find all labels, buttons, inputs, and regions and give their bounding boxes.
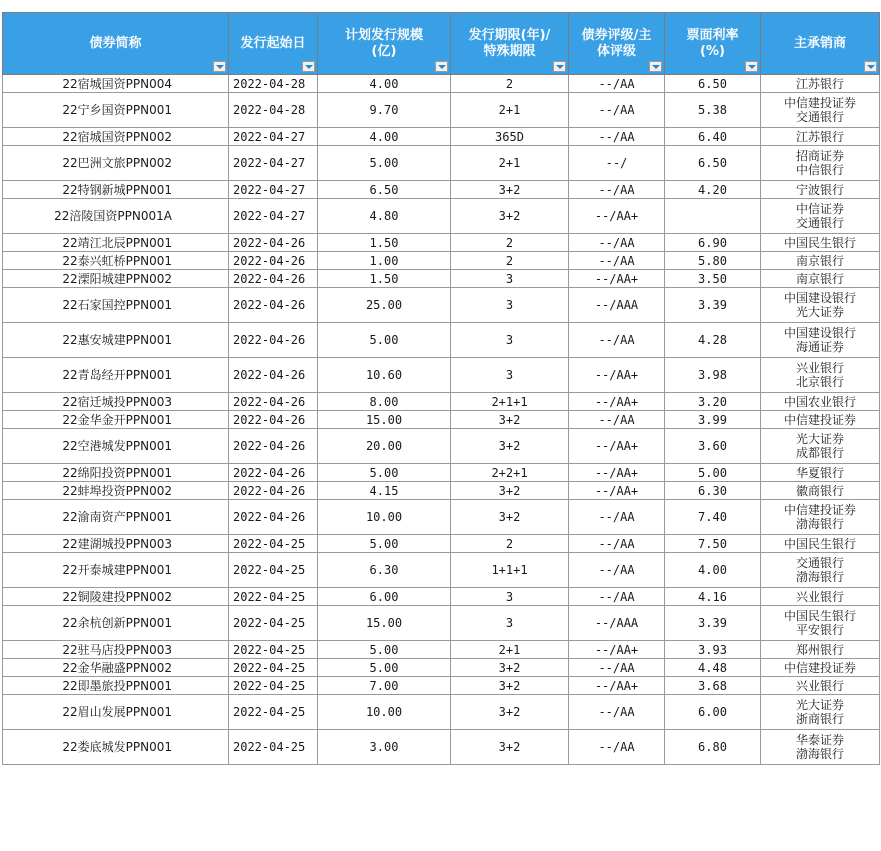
planned-size-cell: 25.00: [318, 288, 451, 323]
bond-name-cell: 22惠安城建PPN001: [3, 323, 229, 358]
rating-cell: --/AA: [569, 181, 665, 199]
underwriter-cell: 中国建设银行 光大证券: [761, 288, 880, 323]
planned-size-cell: 5.00: [318, 641, 451, 659]
coupon-rate-cell: 4.00: [665, 553, 761, 588]
term-cell: 3+2: [451, 429, 569, 464]
term-cell: 3: [451, 288, 569, 323]
issue-date-cell: 2022-04-25: [229, 695, 318, 730]
issue-date-cell: 2022-04-27: [229, 181, 318, 199]
planned-size-cell: 6.50: [318, 181, 451, 199]
issue-date-cell: 2022-04-26: [229, 500, 318, 535]
planned-size-cell: 10.00: [318, 500, 451, 535]
planned-size-cell: 5.00: [318, 535, 451, 553]
coupon-rate-cell: 3.68: [665, 677, 761, 695]
bond-name-cell: 22即墨旅投PPN001: [3, 677, 229, 695]
coupon-rate-cell: 6.80: [665, 730, 761, 765]
rating-cell: --/AA: [569, 535, 665, 553]
term-cell: 3: [451, 323, 569, 358]
coupon-rate-cell: 4.28: [665, 323, 761, 358]
bond-name-cell: 22蚌埠投资PPN002: [3, 482, 229, 500]
rating-cell: --/AAA: [569, 288, 665, 323]
issue-date-cell: 2022-04-25: [229, 677, 318, 695]
table-row: [3, 535, 880, 553]
coupon-rate-cell: 5.38: [665, 93, 761, 128]
bond-name-cell: 22宿迁城投PPN003: [3, 393, 229, 411]
table-row: [3, 500, 880, 535]
rating-cell: --/AA: [569, 411, 665, 429]
underwriter-cell: 光大证券 浙商银行: [761, 695, 880, 730]
rating-cell: --/AA: [569, 588, 665, 606]
bond-name-cell: 22绵阳投资PPN001: [3, 464, 229, 482]
bond-name-cell: 22开泰城建PPN001: [3, 553, 229, 588]
rating-cell: --/AA: [569, 553, 665, 588]
term-cell: 2+1: [451, 93, 569, 128]
term-cell: 3+2: [451, 695, 569, 730]
bond-name-cell: 22眉山发展PPN001: [3, 695, 229, 730]
rating-cell: --/AA+: [569, 482, 665, 500]
planned-size-cell: 5.00: [318, 323, 451, 358]
col-rating-header: [569, 13, 665, 75]
issue-date-cell: 2022-04-27: [229, 128, 318, 146]
coupon-rate-cell: 6.90: [665, 234, 761, 252]
term-cell: 2+1: [451, 641, 569, 659]
bond-name-cell: 22金华金开PPN001: [3, 411, 229, 429]
underwriter-cell: 中信建投证券 渤海银行: [761, 500, 880, 535]
table-row: [3, 199, 880, 234]
table-row: [3, 553, 880, 588]
table-row: [3, 252, 880, 270]
planned-size-cell: 1.50: [318, 234, 451, 252]
issue-date-cell: 2022-04-26: [229, 482, 318, 500]
underwriter-cell: 中信建投证券: [761, 411, 880, 429]
col-planned-size-header-label: 计划发行规模 (亿): [344, 27, 423, 59]
table-row: [3, 641, 880, 659]
coupon-rate-cell: 6.30: [665, 482, 761, 500]
rating-cell: --/AA+: [569, 199, 665, 234]
bond-name-cell: 22渝南资产PPN001: [3, 500, 229, 535]
term-cell: 2+2+1: [451, 464, 569, 482]
planned-size-cell: 8.00: [318, 393, 451, 411]
issue-date-cell: 2022-04-27: [229, 199, 318, 234]
planned-size-cell: 4.00: [318, 75, 451, 93]
bond-name-cell: 22建湖城投PPN003: [3, 535, 229, 553]
underwriter-cell: 中信建投证券 交通银行: [761, 93, 880, 128]
bond-name-cell: 22青岛经开PPN001: [3, 358, 229, 393]
bond-name-cell: 22金华融盛PPN002: [3, 659, 229, 677]
planned-size-cell: 4.80: [318, 199, 451, 234]
bond-name-cell: 22宁乡国资PPN001: [3, 93, 229, 128]
coupon-rate-cell: [665, 199, 761, 234]
underwriter-cell: 中国民生银行 平安银行: [761, 606, 880, 641]
issue-date-cell: 2022-04-28: [229, 75, 318, 93]
table-body: [3, 75, 880, 765]
rating-cell: --/AA+: [569, 429, 665, 464]
issue-date-cell: 2022-04-26: [229, 393, 318, 411]
underwriter-cell: 徽商银行: [761, 482, 880, 500]
underwriter-cell: 中国农业银行: [761, 393, 880, 411]
underwriter-cell: 南京银行: [761, 252, 880, 270]
rating-cell: --/AA+: [569, 464, 665, 482]
table-row: [3, 288, 880, 323]
underwriter-cell: 江苏银行: [761, 75, 880, 93]
underwriter-cell: 中国民生银行: [761, 234, 880, 252]
table-row: [3, 411, 880, 429]
table-row: [3, 695, 880, 730]
term-cell: 2: [451, 535, 569, 553]
underwriter-cell: 华夏银行: [761, 464, 880, 482]
bond-name-cell: 22空港城发PPN001: [3, 429, 229, 464]
col-term-header-label: 发行期限(年)/ 特殊期限: [468, 27, 551, 59]
bond-name-cell: 22娄底城发PPN001: [3, 730, 229, 765]
underwriter-cell: 江苏银行: [761, 128, 880, 146]
coupon-rate-cell: 3.60: [665, 429, 761, 464]
col-coupon-rate-header: [665, 13, 761, 75]
planned-size-cell: 4.15: [318, 482, 451, 500]
term-cell: 2: [451, 75, 569, 93]
underwriter-cell: 兴业银行: [761, 677, 880, 695]
coupon-rate-cell: 5.00: [665, 464, 761, 482]
coupon-rate-cell: 3.39: [665, 288, 761, 323]
table-row: [3, 730, 880, 765]
bond-name-cell: 22驻马店投PPN003: [3, 641, 229, 659]
term-cell: 3+2: [451, 500, 569, 535]
issue-date-cell: 2022-04-26: [229, 234, 318, 252]
coupon-rate-cell: 7.50: [665, 535, 761, 553]
bond-name-cell: 22石家国控PPN001: [3, 288, 229, 323]
coupon-rate-cell: 7.40: [665, 500, 761, 535]
bond-name-cell: 22宿城国资PPN002: [3, 128, 229, 146]
bond-name-cell: 22特钢新城PPN001: [3, 181, 229, 199]
planned-size-cell: 10.60: [318, 358, 451, 393]
filter-dropdown-icon[interactable]: [435, 61, 448, 72]
coupon-rate-cell: 6.50: [665, 75, 761, 93]
term-cell: 3+2: [451, 411, 569, 429]
filter-dropdown-icon[interactable]: [302, 61, 315, 72]
rating-cell: --/AA: [569, 75, 665, 93]
term-cell: 1+1+1: [451, 553, 569, 588]
planned-size-cell: 1.00: [318, 252, 451, 270]
table-row: [3, 606, 880, 641]
issue-date-cell: 2022-04-25: [229, 659, 318, 677]
rating-cell: --/AA+: [569, 358, 665, 393]
planned-size-cell: 3.00: [318, 730, 451, 765]
bond-issuance-table: [2, 12, 880, 765]
term-cell: 3+2: [451, 181, 569, 199]
planned-size-cell: 15.00: [318, 411, 451, 429]
bond-name-cell: 22泰兴虹桥PPN001: [3, 252, 229, 270]
rating-cell: --/AA+: [569, 393, 665, 411]
rating-cell: --/AA: [569, 323, 665, 358]
term-cell: 3+2: [451, 482, 569, 500]
issue-date-cell: 2022-04-27: [229, 146, 318, 181]
table-row: [3, 75, 880, 93]
rating-cell: --/AAA: [569, 606, 665, 641]
bond-name-cell: 22宿城国资PPN004: [3, 75, 229, 93]
issue-date-cell: 2022-04-25: [229, 535, 318, 553]
issue-date-cell: 2022-04-25: [229, 730, 318, 765]
table-row: [3, 429, 880, 464]
table-row: [3, 393, 880, 411]
coupon-rate-cell: 4.48: [665, 659, 761, 677]
issue-date-cell: 2022-04-26: [229, 270, 318, 288]
term-cell: 3: [451, 606, 569, 641]
term-cell: 3: [451, 270, 569, 288]
term-cell: 3+2: [451, 677, 569, 695]
rating-cell: --/AA: [569, 128, 665, 146]
table-row: [3, 464, 880, 482]
planned-size-cell: 6.00: [318, 588, 451, 606]
filter-dropdown-icon[interactable]: [864, 61, 877, 72]
underwriter-cell: 中信建投证券: [761, 659, 880, 677]
issue-date-cell: 2022-04-26: [229, 411, 318, 429]
planned-size-cell: 5.00: [318, 464, 451, 482]
filter-dropdown-icon[interactable]: [649, 61, 662, 72]
coupon-rate-cell: 3.50: [665, 270, 761, 288]
issue-date-cell: 2022-04-25: [229, 588, 318, 606]
underwriter-cell: 交通银行 渤海银行: [761, 553, 880, 588]
coupon-rate-cell: 3.20: [665, 393, 761, 411]
rating-cell: --/AA: [569, 730, 665, 765]
issue-date-cell: 2022-04-26: [229, 323, 318, 358]
col-issue-date-header-label: 发行起始日: [240, 35, 306, 51]
rating-cell: --/AA: [569, 659, 665, 677]
table-row: [3, 677, 880, 695]
bond-name-cell: 22涪陵国资PPN001A: [3, 199, 229, 234]
coupon-rate-cell: 3.39: [665, 606, 761, 641]
col-issue-date-header: [229, 13, 318, 75]
rating-cell: --/AA+: [569, 677, 665, 695]
planned-size-cell: 6.30: [318, 553, 451, 588]
planned-size-cell: 1.50: [318, 270, 451, 288]
underwriter-cell: 南京银行: [761, 270, 880, 288]
issue-date-cell: 2022-04-26: [229, 464, 318, 482]
bond-name-cell: 22靖江北辰PPN001: [3, 234, 229, 252]
term-cell: 2+1+1: [451, 393, 569, 411]
issue-date-cell: 2022-04-26: [229, 252, 318, 270]
bond-name-cell: 22巴洲文旅PPN002: [3, 146, 229, 181]
underwriter-cell: 中信证券 交通银行: [761, 199, 880, 234]
issue-date-cell: 2022-04-28: [229, 93, 318, 128]
filter-dropdown-icon[interactable]: [213, 61, 226, 72]
planned-size-cell: 20.00: [318, 429, 451, 464]
coupon-rate-cell: 3.93: [665, 641, 761, 659]
rating-cell: --/AA: [569, 234, 665, 252]
col-underwriter-header: [761, 13, 880, 75]
coupon-rate-cell: 6.40: [665, 128, 761, 146]
rating-cell: --/AA: [569, 695, 665, 730]
coupon-rate-cell: 4.20: [665, 181, 761, 199]
underwriter-cell: 中国民生银行: [761, 535, 880, 553]
rating-cell: --/AA: [569, 252, 665, 270]
coupon-rate-cell: 6.00: [665, 695, 761, 730]
col-coupon-rate-header-label: 票面利率 (%): [686, 27, 739, 59]
bond-name-cell: 22余杭创新PPN001: [3, 606, 229, 641]
underwriter-cell: 中国建设银行 海通证券: [761, 323, 880, 358]
table-row: [3, 93, 880, 128]
rating-cell: --/AA: [569, 93, 665, 128]
filter-dropdown-icon[interactable]: [553, 61, 566, 72]
term-cell: 3+2: [451, 199, 569, 234]
rating-cell: --/: [569, 146, 665, 181]
issue-date-cell: 2022-04-26: [229, 358, 318, 393]
rating-cell: --/AA: [569, 500, 665, 535]
term-cell: 2: [451, 234, 569, 252]
term-cell: 3+2: [451, 730, 569, 765]
coupon-rate-cell: 3.99: [665, 411, 761, 429]
term-cell: 2+1: [451, 146, 569, 181]
underwriter-cell: 光大证券 成都银行: [761, 429, 880, 464]
table-row: [3, 128, 880, 146]
coupon-rate-cell: 5.80: [665, 252, 761, 270]
col-planned-size-header: [318, 13, 451, 75]
col-rating-header-label: 债券评级/主 体评级: [581, 27, 652, 59]
issue-date-cell: 2022-04-25: [229, 606, 318, 641]
table-row: [3, 482, 880, 500]
table-row: [3, 181, 880, 199]
term-cell: 2: [451, 252, 569, 270]
rating-cell: --/AA+: [569, 270, 665, 288]
table-row: [3, 270, 880, 288]
planned-size-cell: 4.00: [318, 128, 451, 146]
col-term-header: [451, 13, 569, 75]
table-row: [3, 358, 880, 393]
header-row: [3, 13, 880, 75]
filter-dropdown-icon[interactable]: [745, 61, 758, 72]
planned-size-cell: 10.00: [318, 695, 451, 730]
rating-cell: --/AA+: [569, 641, 665, 659]
table-row: [3, 234, 880, 252]
issue-date-cell: 2022-04-26: [229, 288, 318, 323]
table-row: [3, 146, 880, 181]
issue-date-cell: 2022-04-25: [229, 553, 318, 588]
planned-size-cell: 5.00: [318, 659, 451, 677]
issue-date-cell: 2022-04-25: [229, 641, 318, 659]
underwriter-cell: 兴业银行: [761, 588, 880, 606]
table-row: [3, 588, 880, 606]
coupon-rate-cell: 3.98: [665, 358, 761, 393]
term-cell: 3: [451, 588, 569, 606]
term-cell: 3: [451, 358, 569, 393]
col-bond-name-header-label: 债券简称: [89, 35, 142, 51]
planned-size-cell: 7.00: [318, 677, 451, 695]
underwriter-cell: 华泰证券 渤海银行: [761, 730, 880, 765]
bond-name-cell: 22溧阳城建PPN002: [3, 270, 229, 288]
planned-size-cell: 15.00: [318, 606, 451, 641]
planned-size-cell: 5.00: [318, 146, 451, 181]
coupon-rate-cell: 4.16: [665, 588, 761, 606]
coupon-rate-cell: 6.50: [665, 146, 761, 181]
planned-size-cell: 9.70: [318, 93, 451, 128]
term-cell: 3+2: [451, 659, 569, 677]
issue-date-cell: 2022-04-26: [229, 429, 318, 464]
underwriter-cell: 招商证券 中信银行: [761, 146, 880, 181]
underwriter-cell: 郑州银行: [761, 641, 880, 659]
table-row: [3, 659, 880, 677]
underwriter-cell: 兴业银行 北京银行: [761, 358, 880, 393]
col-bond-name-header: [3, 13, 229, 75]
bond-name-cell: 22铜陵建投PPN002: [3, 588, 229, 606]
term-cell: 365D: [451, 128, 569, 146]
underwriter-cell: 宁波银行: [761, 181, 880, 199]
col-underwriter-header-label: 主承销商: [793, 35, 846, 51]
table-row: [3, 323, 880, 358]
